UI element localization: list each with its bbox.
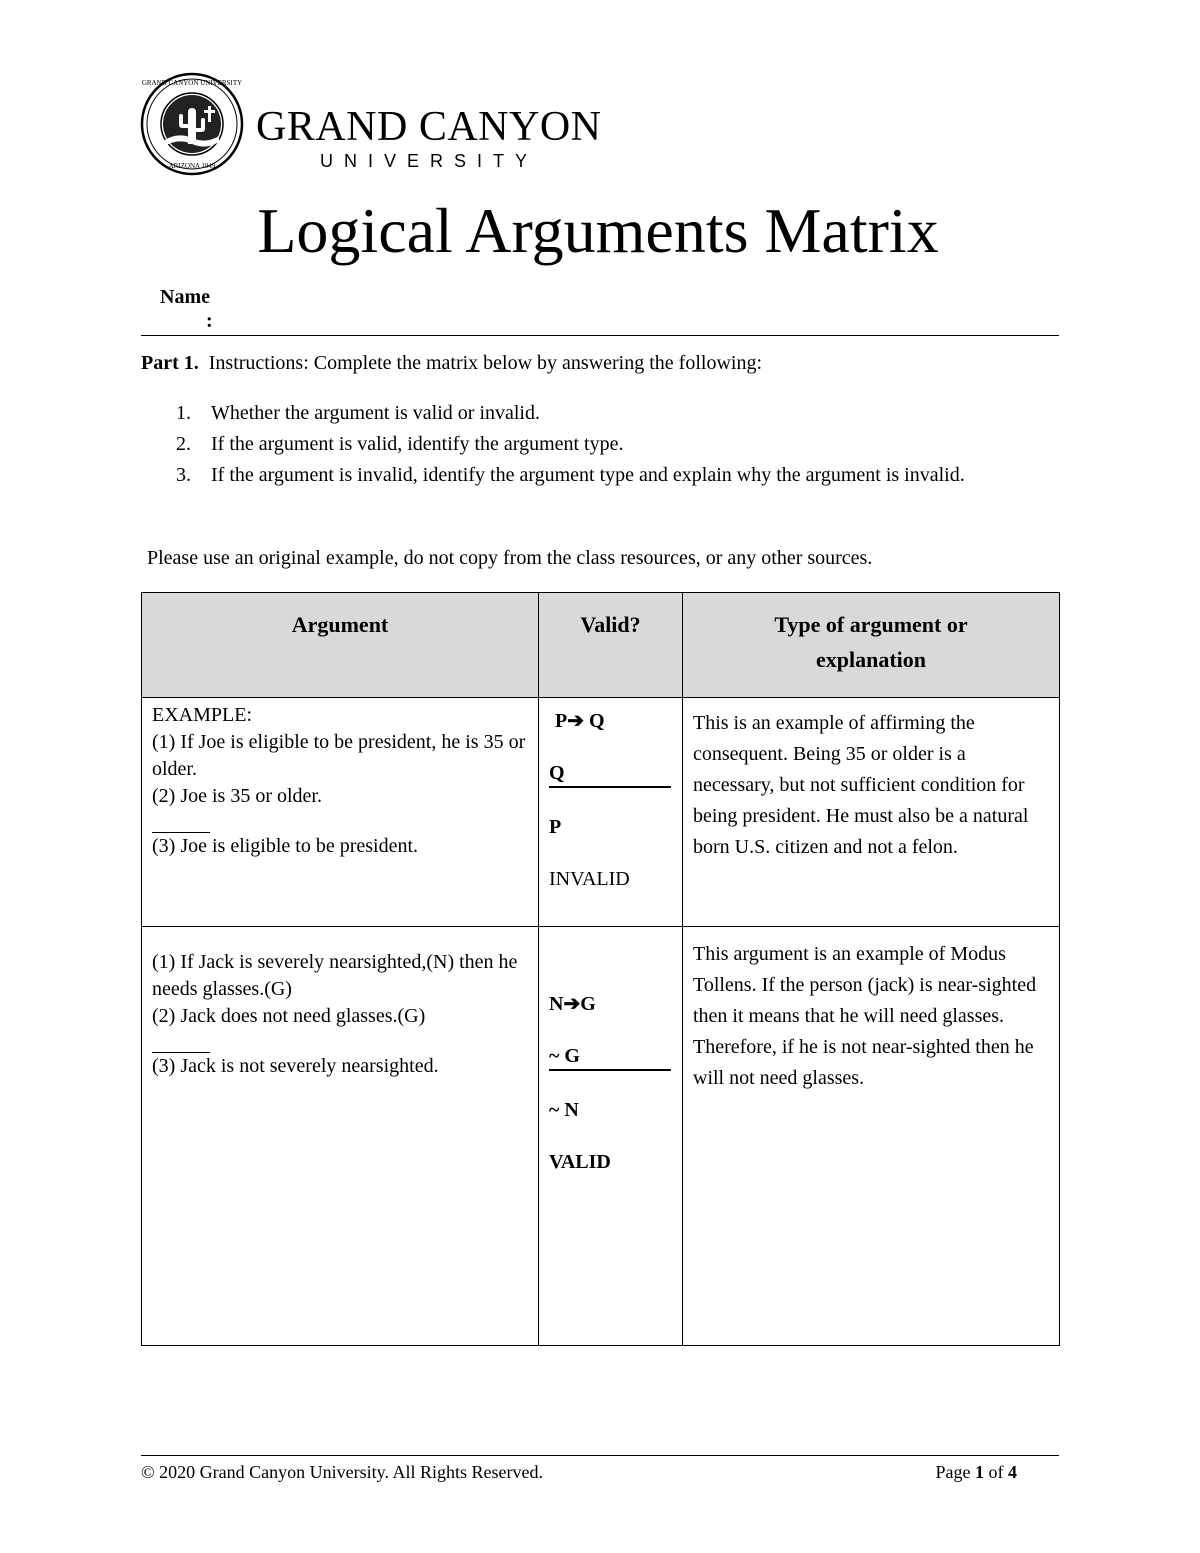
svg-text:GRAND CANYON UNIVERSITY: GRAND CANYON UNIVERSITY [141,79,243,87]
explanation-cell[interactable]: This is an example of affirming the consequent. Being 35 or older is a necessary, but not sufficient condition for being president. He must also be a natural born U.S. citizen and not a felon. [683,698,1060,927]
original-example-note: Please use an original example, do not copy from the class resources, or any other sources. [147,547,873,569]
name-label: Name [160,286,210,308]
validity-verdict: VALID [549,1151,611,1173]
logical-arguments-table [141,592,1060,1346]
name-underline [141,335,1059,336]
table-row [142,698,1060,927]
conclusion-rule [152,1030,210,1053]
part1-instructions [141,350,762,376]
page-title: Logical Arguments Matrix [257,195,939,266]
valid-cell[interactable]: P➔ Q Q P INVALID [539,698,683,927]
logo-wordmark: GRAND CANYON [256,104,602,150]
page-number: Page 1 of 4 [935,1462,1017,1482]
copyright-notice: © 2020 Grand Canyon University. All Rights Reserved. [141,1462,543,1482]
list-item: 1. Whether the argument is valid or invalid. [176,402,540,424]
header-type: Type of argument or explanation [683,593,1060,698]
part1-label: Part 1. [141,352,199,374]
logo-wordmark-sub: UNIVERSITY [320,151,539,171]
header-argument: Argument [142,593,539,698]
list-item: 3. If the argument is invalid, identify the argument type and explain why the argument is invalid. [176,464,965,486]
conclusion-rule [152,810,210,833]
name-colon: : [206,310,213,332]
valid-cell[interactable]: N➔G ~ G ~ N VALID [539,927,683,1346]
svg-text:ARIZONA 1949: ARIZONA 1949 [168,162,216,170]
university-logo [140,72,620,176]
university-seal-icon [140,72,244,176]
footer-divider [141,1455,1059,1456]
table-row [142,927,1060,1346]
header-valid: Valid? [539,593,683,698]
explanation-cell[interactable]: This argument is an example of Modus Tollens. If the person (jack) is near-sighted then it means that he will need glasses. Therefore, if he is not near-sighted then he will not need glasses. [683,927,1060,1346]
validity-verdict: INVALID [549,868,630,890]
argument-cell[interactable]: EXAMPLE: (1) If Joe is eligible to be president, he is 35 or older. (2) Joe is 35 or older. (3) Joe is eligible to be president. [142,698,539,927]
instructions-list [141,398,1041,491]
part1-text: Instructions: Complete the matrix below by answering the following: [208,352,762,374]
list-item: 2. If the argument is valid, identify the argument type. [176,433,624,455]
argument-cell[interactable]: (1) If Jack is severely nearsighted,(N) then he needs glasses.(G) (2) Jack does not need glasses.(G) (3) Jack is not severely nearsighted. [142,927,539,1346]
